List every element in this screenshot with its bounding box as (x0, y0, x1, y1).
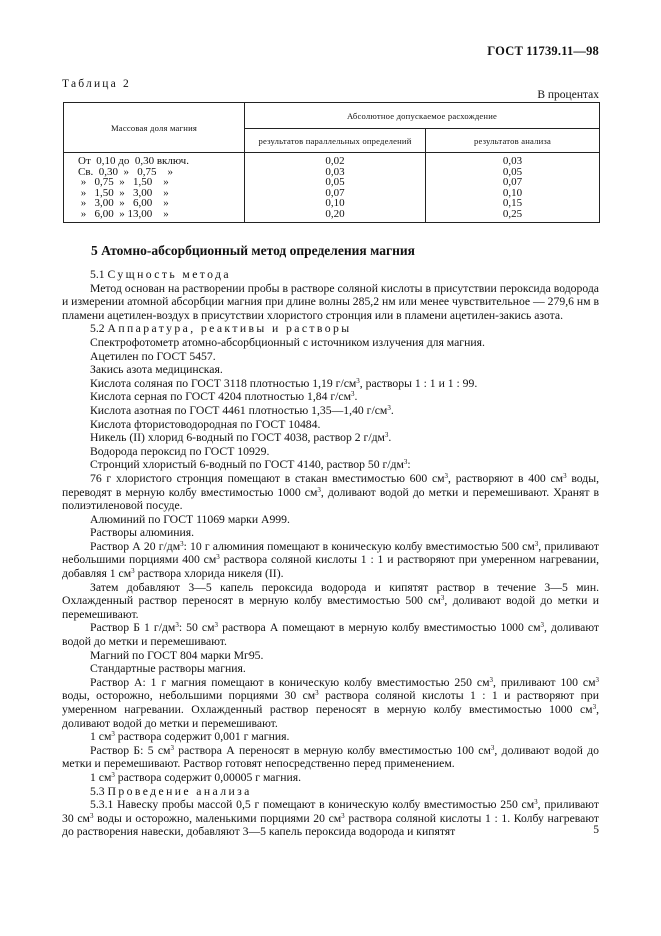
paragraph: Раствор А: 1 г магния помещают в коническую колбу вместимостью 250 $см^3$, приливают 100 $см^3$ воды, осторожно, небольшими порциями 30 $см^3$ раствора соляной кислоты 1 : 1 и растворяют при умеренном нагревании. Охлажденный раствор переносят в мерную колбу вместимостью 1000 $см^3$, доливают водой до метки и перемешивают. (62, 675, 599, 730)
document-header: ГОСТ 11739.11—98 (487, 44, 599, 58)
list-item: Ацетилен по ГОСТ 5457. (90, 349, 216, 363)
cell-parallel: 0,20 (245, 209, 426, 222)
col-header-group: Абсолютное допускаемое расхождение (245, 103, 600, 129)
paragraph: Затем добавляют 3—5 капель пероксида водорода и кипятят раствор в течение 3—5 мин. Охлажденный раствор переносят в мерную колбу вместимостью 500 $см^3$, доливают водой до метки и перемешивают. (62, 580, 599, 621)
table-unit: В процентах (537, 89, 599, 101)
table-row (64, 153, 600, 167)
subsection-heading-5-3: 5.3 Проведение анализа (90, 784, 252, 798)
table-caption: Таблица 2 (62, 78, 131, 90)
paragraph: Раствор Б 1 $г/дм^3$: 50 $см^3$ раствора А помещают в мерную колбу вместимостью 1000 $см^3$, доливают водой до метки и перемешивают. (62, 621, 599, 649)
col-header-analysis: результатов анализа (426, 129, 600, 153)
list-item: Алюминий по ГОСТ 11069 марки А999. (90, 512, 290, 526)
cell-mass: » 3,00 » 6,00 » (64, 198, 245, 209)
cell-analysis: 0,03 (426, 153, 600, 167)
cell-mass: » 6,00 » 13,00 » (64, 209, 245, 222)
list-item: Никель (II) хлорид 6-водный по ГОСТ 4038, раствор 2 $г/дм^3$. (90, 431, 392, 445)
tolerance-table (63, 102, 600, 223)
subsection-heading-5-1: 5.1 Сущность метода (90, 268, 231, 281)
cell-parallel: 0,05 (245, 177, 426, 188)
table-row (64, 209, 600, 222)
list-item: Кислота фтористоводородная по ГОСТ 10484. (90, 417, 321, 431)
list-item: Кислота азотная по ГОСТ 4461 плотностью 1,35—1,40 $г/см^3$. (90, 403, 394, 417)
cell-mass: » 0,75 » 1,50 » (64, 177, 245, 188)
cell-analysis: 0,05 (426, 167, 600, 178)
list-item: Спектрофотометр атомно-абсорбционный с источником излучения для магния. (90, 335, 485, 349)
cell-analysis: 0,07 (426, 177, 600, 188)
paragraph: 76 г хлористого стронция помещают в стакан вместимостью 600 $см^3$, растворяют в 400 $см^3$ воды, переводят в мерную колбу вместимостью 1000 $см^3$, доливают водой до метки и перемешивают. Хранят в полиэтиленовой посуде. (62, 471, 600, 513)
cell-analysis: 0,25 (426, 209, 600, 222)
col-header-mass: Массовая доля магния (64, 103, 245, 153)
list-item: 1 $см^3$ раствора содержит 0,00005 г магния. (90, 770, 302, 784)
paragraph: Метод основан на растворении пробы в растворе соляной кислоты в присутствии пероксида водорода и измерении атомной абсорбции магния при длине волны 285,2 нм или менее чувствительное — 279,6 нм в пламени ацетилен-воздух в присутствии хлористого стронция или в пламени ацетилен-закись азота. (62, 281, 599, 322)
list-item: Магний по ГОСТ 804 марки Мг95. (90, 648, 264, 662)
cell-parallel: 0,10 (245, 198, 426, 209)
cell-analysis: 0,15 (426, 198, 600, 209)
list-item: Закись азота медицинская. (90, 363, 223, 377)
list-item: Водорода пероксид по ГОСТ 10929. (90, 444, 270, 458)
cell-mass: От 0,10 до 0,30 включ. (64, 153, 245, 167)
list-item: 1 $см^3$ раствора содержит 0,001 г магния. (90, 730, 290, 744)
cell-parallel: 0,03 (245, 167, 426, 178)
cell-mass: » 1,50 » 3,00 » (64, 188, 245, 199)
list-item: Растворы алюминия. (90, 526, 195, 540)
section-title: 5 Атомно-абсорбционный метод определения магния (91, 243, 415, 258)
paragraph: 5.3.1 Навеску пробы массой 0,5 г помещают в коническую колбу вместимостью 250 $см^3$, приливают 30 $см^3$ воды и осторожно, маленькими порциями 20 $см^3$ раствора соляной кислоты 1 : 1. Колбу нагревают до растворения навески, добавляют 3—5 капель пероксида водорода и кипятят (62, 798, 600, 839)
paragraph: Раствор Б: 5 $см^3$ раствора А переносят в мерную колбу вместимостью 100 $см^3$, доливают водой до метки и перемешивают. Раствор готовят непосредственно перед применением. (62, 743, 599, 771)
list-item: Стронций хлористый 6-водный по ГОСТ 4140, раствор 50 $г/дм^3$: (90, 458, 411, 472)
list-item: Стандартные растворы магния. (90, 662, 246, 676)
cell-analysis: 0,10 (426, 188, 600, 199)
page-number: 5 (593, 824, 599, 836)
cell-parallel: 0,07 (245, 188, 426, 199)
col-header-parallel: результатов параллельных определений (245, 129, 426, 153)
subsection-heading-5-2: 5.2 Аппаратура, реактивы и растворы (90, 322, 352, 336)
list-item: Кислота соляная по ГОСТ 3118 плотностью 1,19 $г/см^3$, растворы 1 : 1 и 1 : 99. (90, 376, 478, 390)
cell-mass: Св. 0,30 » 0,75 » (64, 167, 245, 178)
list-item: Кислота серная по ГОСТ 4204 плотностью 1,84 $г/см^3$. (90, 390, 358, 404)
paragraph: Раствор А 20 $г/дм^3$: 10 г алюминия помещают в коническую колбу вместимостью 500 $см^3$, приливают небольшими порциями 400 $см^3$ раствора соляной кислоты 1 : 1 и растворяют при умеренном нагревании, добавляя 1 $см^3$ раствора хлорида никеля (II). (62, 539, 599, 581)
cell-parallel: 0,02 (245, 153, 426, 167)
body-text (62, 268, 599, 839)
